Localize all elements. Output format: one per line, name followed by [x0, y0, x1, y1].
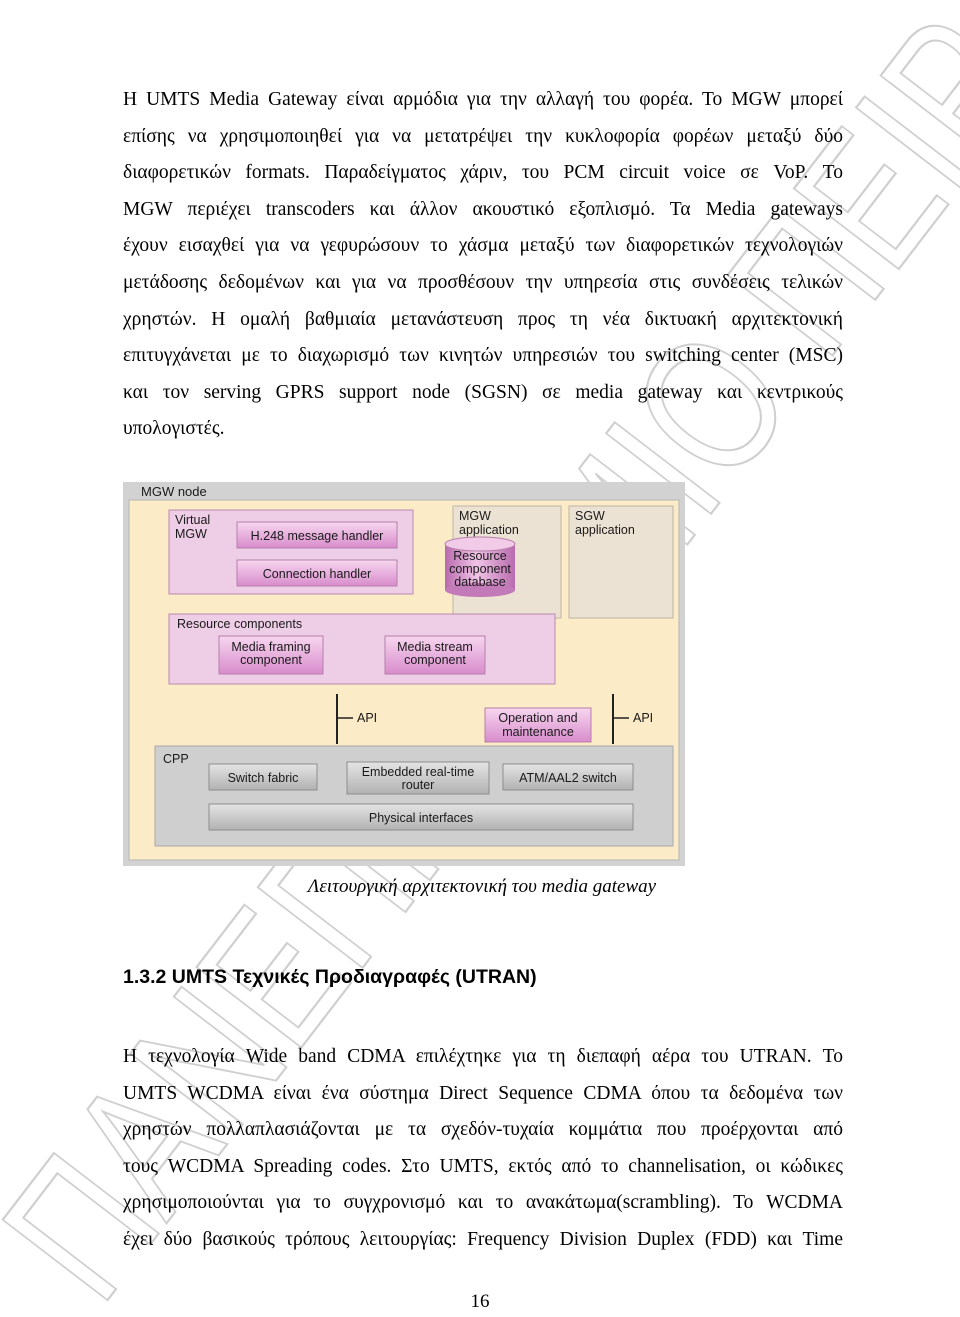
paragraph-line: τους WCDMA Spreading codes. Στο UMTS, εκτός από το channelisation, οι κώδικες: [123, 1155, 843, 1177]
utran-paragraph: [123, 1039, 843, 1259]
resource-database-label-2: component: [449, 562, 511, 576]
resource-database-label-3: database: [454, 575, 506, 589]
paragraph-line: μετάδοσης δεδομένων και για να προσθέσουν την υπηρεσία στις συνδέσεις τελικών: [123, 271, 843, 293]
paragraph-line: χρηστών πολλαπλασιάζονται με τα σχεδόν-τυχαία κομμάτια που προέρχονται από: [123, 1119, 843, 1141]
paragraph-line: και τον serving GPRS support node (SGSN) σε media gateway και κεντρικούς: [123, 381, 843, 403]
media-framing-label-1: Media framing: [231, 640, 311, 654]
figure-caption-text: Λειτουργική αρχιτεκτονική του media gateway: [307, 876, 657, 897]
operation-maintenance-label-2: maintenance: [502, 725, 574, 739]
paragraph-line: Η UMTS Media Gateway είναι αρμόδια για την αλλαγή του φορέα. Το MGW μπορεί: [123, 89, 843, 110]
virtual-mgw-label-2: MGW: [175, 527, 207, 541]
mgw-application-label-2: application: [459, 523, 519, 537]
paragraph-line: επίσης να χρησιμοποιηθεί για να μετατρέψει την κυκλοφορία φορέων μεταξύ δύο: [123, 125, 843, 147]
media-stream-label-1: Media stream: [397, 640, 473, 654]
paragraph-line: έχουν εισαχθεί για να γεφυρώσουν το χάσμα μεταξύ των διαφορετικών τεχνολογιών: [123, 235, 843, 257]
page-number: 16: [470, 1291, 490, 1312]
virtual-mgw-label-1: Virtual: [175, 513, 211, 527]
physical-interfaces-label: Physical interfaces: [368, 811, 474, 825]
h248-handler-label: H.248 message handler: [250, 529, 384, 543]
paragraph-line: υπολογιστές.: [123, 418, 225, 440]
cpp-label: CPP: [163, 752, 189, 766]
switch-fabric-label: Switch fabric: [227, 771, 299, 785]
intro-paragraph: [123, 82, 843, 448]
figure-caption: [0, 876, 960, 898]
sgw-application-label-2: application: [575, 523, 635, 537]
paragraph-line: χρησιμοποιούνται για το συγχρονισμό και το ανακάτωμα(scrambling). Το WCDMA: [123, 1192, 843, 1214]
media-stream-label-2: component: [404, 653, 466, 667]
api-right-label: API: [633, 711, 654, 725]
paragraph-line: επιτυγχάνεται με το διαχωρισμό των κινητών υπηρεσιών του switching center (MSC): [123, 345, 843, 367]
cpp-box: [155, 746, 673, 846]
mgw-node-label: MGW node: [141, 484, 207, 499]
section-heading: 1.3.2 UMTS Τεχνικές Προδιαγραφές (UTRAN): [123, 966, 537, 988]
mgw-architecture-diagram: [123, 482, 685, 866]
api-left-label: API: [357, 711, 378, 725]
mgw-application-label-1: MGW: [459, 509, 491, 523]
atm-switch-label: ATM/AAL2 switch: [519, 771, 617, 785]
resource-components-label: Resource components: [177, 617, 303, 631]
paragraph-line: Η τεχνολογία Wide band CDMA επιλέχτηκε για τη διεπαφή αέρα του UTRAN. Το: [123, 1046, 843, 1067]
paragraph-line: έχει δύο βασικούς τρόπους λειτουργίας: Frequency Division Duplex (FDD) και Time: [123, 1228, 843, 1250]
paragraph-line: MGW περιέχει transcoders και άλλον ακουστικό εξοπλισμό. Τα Media gateways: [123, 198, 843, 220]
resource-database-label-1: Resource: [453, 549, 507, 563]
media-framing-label-2: component: [240, 653, 302, 667]
paragraph-line: χρηστών. Η ομαλή βαθμιαία μετανάστευση προς τη νέα δικτυακή αρχιτεκτονική: [123, 308, 843, 330]
paragraph-line: UMTS WCDMA είναι ένα σύστημα Direct Sequence CDMA όπου τα δεδομένα των: [123, 1082, 843, 1104]
sgw-application-label-1: SGW: [575, 509, 605, 523]
operation-maintenance-label-1: Operation and: [498, 711, 578, 725]
connection-handler-label: Connection handler: [262, 567, 372, 581]
embedded-router-label-2: router: [401, 778, 435, 792]
paragraph-line: διαφορετικών formats. Παραδείγματος χάριν, του PCM circuit voice σε VoP. Το: [123, 162, 843, 184]
embedded-router-label-1: Embedded real-time: [361, 765, 475, 779]
